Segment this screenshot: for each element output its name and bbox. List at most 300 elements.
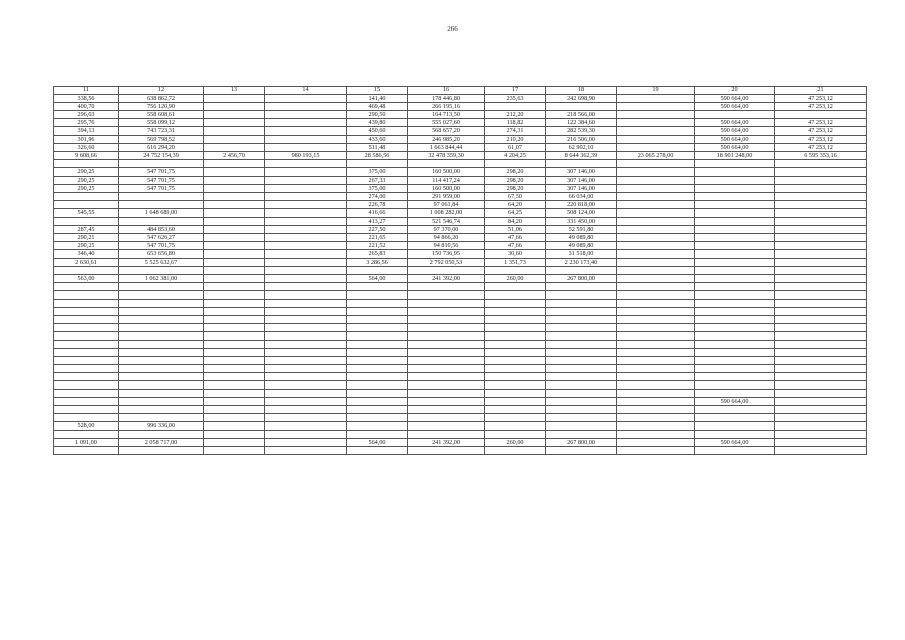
table-cell: 160 500,00 xyxy=(408,184,485,192)
table-cell: 260,00 xyxy=(485,438,546,446)
table-cell xyxy=(204,250,265,258)
table-cell: 66 034,00 xyxy=(546,193,617,201)
table-cell xyxy=(265,94,347,102)
table-cell xyxy=(408,283,485,291)
table-cell xyxy=(265,184,347,192)
table-cell xyxy=(485,160,546,168)
table-cell xyxy=(775,176,867,184)
table-cell: 2 630,61 xyxy=(54,258,119,266)
table-cell xyxy=(204,201,265,209)
table-cell: 4 204,25 xyxy=(485,152,546,160)
table-row xyxy=(54,438,867,446)
table-cell xyxy=(265,340,347,348)
table-row xyxy=(54,356,867,364)
table-cell xyxy=(54,193,119,201)
table-cell xyxy=(119,160,204,168)
table-cell xyxy=(204,365,265,373)
table-cell xyxy=(775,356,867,364)
table-cell xyxy=(695,168,775,176)
table-cell xyxy=(119,381,204,389)
table-cell: 2 230 173,40 xyxy=(546,258,617,266)
table-cell: 638 862,72 xyxy=(119,94,204,102)
table-cell xyxy=(617,102,695,110)
table-cell: 31 518,00 xyxy=(546,250,617,258)
table-cell: 94 866,20 xyxy=(408,234,485,242)
table-cell xyxy=(546,389,617,397)
table-cell: 653 656,80 xyxy=(119,250,204,258)
table-cell: 555 027,60 xyxy=(408,119,485,127)
table-cell xyxy=(347,291,408,299)
table-cell xyxy=(617,389,695,397)
table-cell: 84,20 xyxy=(485,217,546,225)
table-cell xyxy=(546,373,617,381)
table-cell: 49 089,80 xyxy=(546,242,617,250)
table-cell: 164 713,50 xyxy=(408,111,485,119)
table-cell xyxy=(617,193,695,201)
table-cell xyxy=(347,373,408,381)
table-cell xyxy=(204,94,265,102)
table-cell xyxy=(617,414,695,422)
table-cell xyxy=(204,209,265,217)
table-cell: 2 456,70 xyxy=(204,152,265,160)
table-cell xyxy=(485,266,546,274)
table-header-row xyxy=(54,87,867,95)
table-cell xyxy=(265,135,347,143)
table-cell: 9 608,66 xyxy=(54,152,119,160)
table-cell xyxy=(119,414,204,422)
table-cell xyxy=(119,307,204,315)
table-row xyxy=(54,447,867,455)
table-cell xyxy=(485,406,546,414)
table-cell: 290,25 xyxy=(54,168,119,176)
table-cell xyxy=(265,242,347,250)
table-cell xyxy=(54,389,119,397)
table-cell: 547 626,27 xyxy=(119,234,204,242)
table-cell xyxy=(265,381,347,389)
table-row xyxy=(54,299,867,307)
table-cell xyxy=(119,356,204,364)
table-cell: 47 253,12 xyxy=(775,127,867,135)
table-cell xyxy=(775,225,867,233)
column-header: 12 xyxy=(119,87,204,95)
table-cell xyxy=(485,315,546,323)
table-cell xyxy=(617,217,695,225)
table-cell xyxy=(775,111,867,119)
table-cell xyxy=(617,176,695,184)
table-cell xyxy=(695,111,775,119)
table-cell xyxy=(485,447,546,455)
table-cell xyxy=(695,242,775,250)
table-row xyxy=(54,94,867,102)
table-cell: 307 146,00 xyxy=(546,184,617,192)
table-cell xyxy=(695,348,775,356)
table-cell: 32 478 359,30 xyxy=(408,152,485,160)
table-cell xyxy=(485,365,546,373)
table-cell xyxy=(204,291,265,299)
table-cell xyxy=(775,414,867,422)
table-cell xyxy=(265,365,347,373)
table-cell xyxy=(775,430,867,438)
table-cell xyxy=(485,324,546,332)
table-row xyxy=(54,201,867,209)
table-cell xyxy=(204,447,265,455)
table-cell: 141,40 xyxy=(347,94,408,102)
table-cell xyxy=(617,275,695,283)
table-cell: 274,00 xyxy=(347,193,408,201)
table-cell: 47,66 xyxy=(485,234,546,242)
table-cell: 521 546,74 xyxy=(408,217,485,225)
table-cell xyxy=(204,242,265,250)
table-cell xyxy=(485,430,546,438)
table-cell xyxy=(775,291,867,299)
table-row xyxy=(54,111,867,119)
table-cell: 235,63 xyxy=(485,94,546,102)
table-cell xyxy=(617,225,695,233)
table-cell: 226,78 xyxy=(347,201,408,209)
table-cell xyxy=(119,397,204,405)
table-cell xyxy=(54,356,119,364)
table-cell xyxy=(775,365,867,373)
table-cell xyxy=(119,217,204,225)
table-cell: 227,50 xyxy=(347,225,408,233)
table-cell xyxy=(265,209,347,217)
table-cell: 97 370,00 xyxy=(408,225,485,233)
table-cell xyxy=(617,242,695,250)
table-cell: 590 664,00 xyxy=(695,143,775,151)
table-cell xyxy=(265,430,347,438)
column-header: 19 xyxy=(617,87,695,95)
table-cell xyxy=(54,299,119,307)
table-cell xyxy=(265,447,347,455)
table-cell xyxy=(265,414,347,422)
table-cell xyxy=(204,160,265,168)
table-cell xyxy=(204,332,265,340)
table-cell: 61,07 xyxy=(485,143,546,151)
table-cell: 301,96 xyxy=(54,135,119,143)
table-cell xyxy=(408,422,485,430)
table-cell xyxy=(265,422,347,430)
table-cell xyxy=(119,324,204,332)
table-cell: 94 810,56 xyxy=(408,242,485,250)
table-row xyxy=(54,332,867,340)
table-cell xyxy=(204,356,265,364)
table-cell xyxy=(695,389,775,397)
table-cell xyxy=(775,397,867,405)
table-cell xyxy=(408,406,485,414)
column-header: 11 xyxy=(54,87,119,95)
table-cell: 1 663 844,44 xyxy=(408,143,485,151)
table-row xyxy=(54,340,867,348)
table-cell: 1 008 282,00 xyxy=(408,209,485,217)
table-row xyxy=(54,234,867,242)
table-cell xyxy=(485,389,546,397)
table-cell xyxy=(347,406,408,414)
table-cell xyxy=(265,168,347,176)
table-cell xyxy=(347,160,408,168)
table-cell xyxy=(617,258,695,266)
table-cell xyxy=(119,348,204,356)
table-cell xyxy=(617,119,695,127)
table-cell xyxy=(775,299,867,307)
table-cell: 295,76 xyxy=(54,119,119,127)
table-cell: 547 701,75 xyxy=(119,184,204,192)
table-cell xyxy=(119,447,204,455)
table-cell xyxy=(546,307,617,315)
table-cell xyxy=(695,315,775,323)
table-cell xyxy=(347,381,408,389)
table-cell xyxy=(485,307,546,315)
table-cell: 291 959,00 xyxy=(408,193,485,201)
table-cell xyxy=(695,340,775,348)
table-cell xyxy=(408,315,485,323)
table-cell: 274,31 xyxy=(485,127,546,135)
table-cell xyxy=(54,217,119,225)
table-cell xyxy=(775,373,867,381)
table-cell: 290,25 xyxy=(54,176,119,184)
table-row xyxy=(54,135,867,143)
table-cell: 590 664,00 xyxy=(695,102,775,110)
table-cell xyxy=(617,307,695,315)
table-cell xyxy=(347,397,408,405)
table-cell: 590 664,00 xyxy=(695,119,775,127)
table-cell: 2 792 050,53 xyxy=(408,258,485,266)
table-cell xyxy=(546,266,617,274)
table-cell xyxy=(485,414,546,422)
table-cell xyxy=(408,373,485,381)
table-cell: 590 664,00 xyxy=(695,94,775,102)
table-cell xyxy=(546,102,617,110)
table-cell xyxy=(695,332,775,340)
table-cell xyxy=(204,225,265,233)
table-cell: 547 701,75 xyxy=(119,168,204,176)
table-cell xyxy=(695,176,775,184)
table-cell: 241 392,00 xyxy=(408,438,485,446)
table-cell xyxy=(54,266,119,274)
table-cell: 558 608,61 xyxy=(119,111,204,119)
table-cell xyxy=(347,283,408,291)
table-cell: 216 506,00 xyxy=(546,135,617,143)
table-cell xyxy=(695,283,775,291)
table-cell: 511,48 xyxy=(347,143,408,151)
table-cell xyxy=(408,414,485,422)
table-cell: 267 800,00 xyxy=(546,275,617,283)
table-cell xyxy=(408,430,485,438)
table-row xyxy=(54,193,867,201)
table-cell xyxy=(347,447,408,455)
table-cell: 1 648 689,00 xyxy=(119,209,204,217)
table-row xyxy=(54,283,867,291)
table-cell: 64,25 xyxy=(485,209,546,217)
table-cell xyxy=(775,266,867,274)
table-cell: 267 800,00 xyxy=(546,438,617,446)
table-cell: 47 253,12 xyxy=(775,135,867,143)
table-cell xyxy=(546,430,617,438)
table-cell xyxy=(265,119,347,127)
table-cell xyxy=(347,414,408,422)
table-cell xyxy=(265,111,347,119)
table-cell: 30,60 xyxy=(485,250,546,258)
table-cell xyxy=(347,422,408,430)
table-cell xyxy=(485,332,546,340)
table-cell xyxy=(546,422,617,430)
table-cell: 450,60 xyxy=(347,127,408,135)
table-cell xyxy=(265,143,347,151)
table-row xyxy=(54,242,867,250)
table-cell xyxy=(54,315,119,323)
table-cell xyxy=(485,373,546,381)
table-cell xyxy=(265,397,347,405)
table-cell: 590 664,00 xyxy=(695,438,775,446)
table-cell xyxy=(617,209,695,217)
table-cell: 64,20 xyxy=(485,201,546,209)
table-cell xyxy=(485,299,546,307)
table-cell xyxy=(204,406,265,414)
table-cell xyxy=(695,356,775,364)
table-cell xyxy=(485,102,546,110)
table-cell xyxy=(546,332,617,340)
table-cell xyxy=(775,389,867,397)
table-cell xyxy=(204,102,265,110)
table-cell xyxy=(119,406,204,414)
table-cell xyxy=(204,283,265,291)
table-cell: 178 446,80 xyxy=(408,94,485,102)
table-cell: 47,66 xyxy=(485,242,546,250)
table-cell xyxy=(695,414,775,422)
table-cell xyxy=(617,447,695,455)
table-cell xyxy=(695,160,775,168)
table-cell xyxy=(119,299,204,307)
table-cell: 564,00 xyxy=(347,438,408,446)
table-cell xyxy=(546,406,617,414)
column-header: 14 xyxy=(265,87,347,95)
table-cell: 298,20 xyxy=(485,176,546,184)
table-cell xyxy=(695,365,775,373)
table-row xyxy=(54,250,867,258)
table-cell: 616 294,20 xyxy=(119,143,204,151)
table-cell xyxy=(408,307,485,315)
table-cell xyxy=(347,389,408,397)
table-cell xyxy=(546,381,617,389)
table-cell xyxy=(695,234,775,242)
table-cell xyxy=(265,307,347,315)
table-cell: 756 120,90 xyxy=(119,102,204,110)
table-cell xyxy=(775,307,867,315)
column-header: 17 xyxy=(485,87,546,95)
table-cell xyxy=(204,340,265,348)
table-cell xyxy=(617,168,695,176)
table-cell xyxy=(204,324,265,332)
table-cell: 23 065 278,00 xyxy=(617,152,695,160)
table-cell xyxy=(119,291,204,299)
table-cell xyxy=(617,160,695,168)
table-cell xyxy=(546,348,617,356)
table-cell xyxy=(54,430,119,438)
table-row xyxy=(54,102,867,110)
table-cell xyxy=(347,266,408,274)
table-cell: 150 736,95 xyxy=(408,250,485,258)
table-cell: 307 146,00 xyxy=(546,168,617,176)
table-cell: 97 061,84 xyxy=(408,201,485,209)
table-cell xyxy=(617,365,695,373)
table-cell: 290,25 xyxy=(54,242,119,250)
column-header: 20 xyxy=(695,87,775,95)
table-cell: 338,56 xyxy=(54,94,119,102)
table-cell xyxy=(617,135,695,143)
table-cell xyxy=(54,332,119,340)
table-row xyxy=(54,168,867,176)
table-cell: 267,33 xyxy=(347,176,408,184)
table-cell xyxy=(265,438,347,446)
table-cell xyxy=(265,299,347,307)
table-cell xyxy=(617,250,695,258)
table-cell: 563,00 xyxy=(54,275,119,283)
table-cell: 484 853,60 xyxy=(119,225,204,233)
table-row xyxy=(54,324,867,332)
table-cell xyxy=(204,168,265,176)
table-cell xyxy=(408,389,485,397)
table-cell: 241 392,00 xyxy=(408,275,485,283)
table-cell xyxy=(775,209,867,217)
table-cell xyxy=(617,438,695,446)
table-row xyxy=(54,184,867,192)
table-cell xyxy=(485,356,546,364)
table-cell: 5 525 632,67 xyxy=(119,258,204,266)
table-cell xyxy=(695,250,775,258)
table-row xyxy=(54,275,867,283)
table-cell xyxy=(204,143,265,151)
table-cell xyxy=(347,299,408,307)
table-cell: 282 539,30 xyxy=(546,127,617,135)
table-cell xyxy=(546,365,617,373)
table-cell xyxy=(408,340,485,348)
table-cell: 260,00 xyxy=(485,275,546,283)
table-row xyxy=(54,217,867,225)
table-cell xyxy=(265,217,347,225)
table-cell xyxy=(204,389,265,397)
table-cell xyxy=(408,332,485,340)
table-cell: 160 500,00 xyxy=(408,168,485,176)
table-cell xyxy=(204,111,265,119)
table-cell xyxy=(546,324,617,332)
table-cell xyxy=(408,381,485,389)
table-cell xyxy=(617,201,695,209)
table-cell xyxy=(775,438,867,446)
table-cell xyxy=(265,315,347,323)
table-cell xyxy=(204,373,265,381)
table-cell xyxy=(408,160,485,168)
table-cell xyxy=(775,242,867,250)
table-cell xyxy=(119,389,204,397)
table-cell xyxy=(54,291,119,299)
table-cell xyxy=(204,430,265,438)
table-cell xyxy=(617,340,695,348)
table-row xyxy=(54,291,867,299)
table-cell xyxy=(265,291,347,299)
table-cell xyxy=(204,315,265,323)
table-cell xyxy=(617,315,695,323)
table-cell xyxy=(695,373,775,381)
data-table xyxy=(53,86,867,455)
table-cell xyxy=(775,406,867,414)
table-cell xyxy=(265,406,347,414)
table-cell xyxy=(695,275,775,283)
table-row xyxy=(54,365,867,373)
table-cell xyxy=(408,397,485,405)
table-cell xyxy=(775,348,867,356)
table-cell xyxy=(408,266,485,274)
table-row xyxy=(54,119,867,127)
table-cell xyxy=(204,438,265,446)
